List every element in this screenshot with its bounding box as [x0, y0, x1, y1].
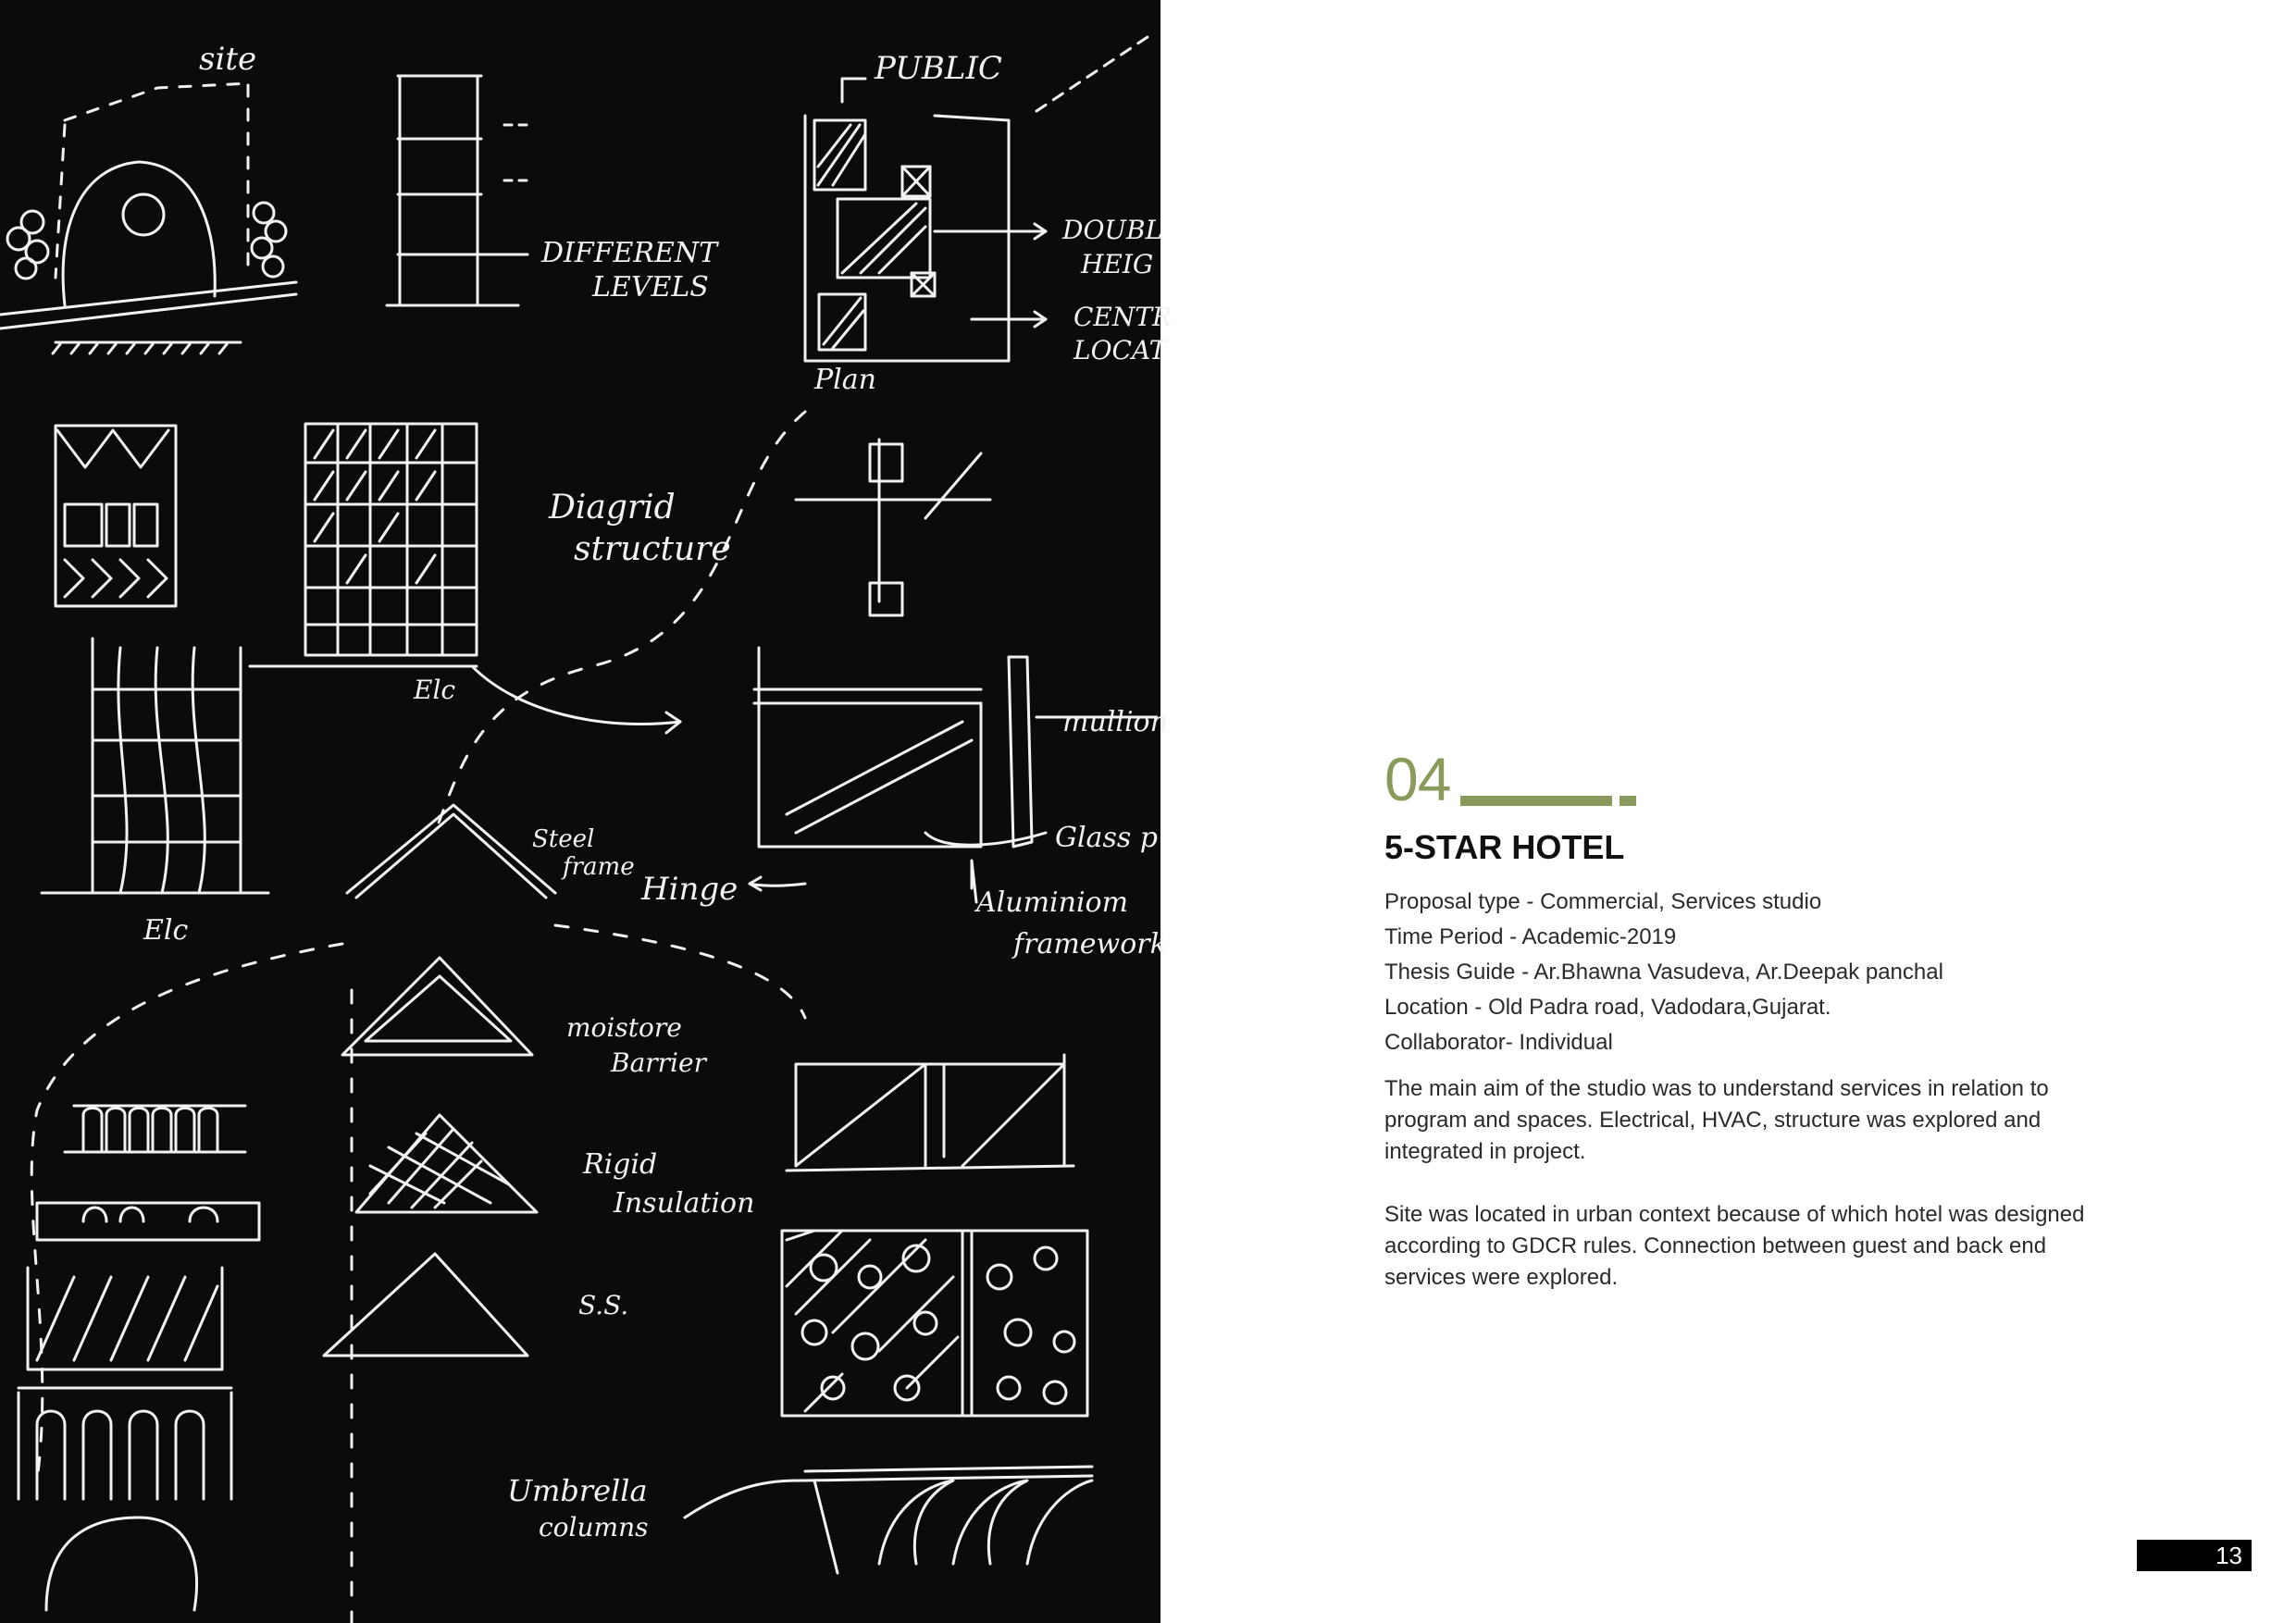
label-plan: Plan: [814, 364, 876, 396]
curtain-elevation: [42, 638, 268, 893]
label-different-levels-2: LEVELS: [592, 271, 709, 304]
label-elc-2: Elc: [143, 914, 189, 947]
mullion-detail: [754, 440, 1157, 847]
project-number-row: [1384, 745, 2097, 814]
label-mullion: mullion: [1062, 706, 1168, 738]
label-glass: Glass p: [1055, 822, 1158, 854]
umbrella-columns: [685, 1467, 1092, 1573]
label-aluminium-1: Aluminiom: [976, 886, 1129, 919]
label-moisture-2: Barrier: [611, 1047, 706, 1078]
truss-elevation: [787, 1055, 1074, 1171]
label-hinge: Hinge: [641, 871, 738, 908]
project-content: [1384, 745, 2097, 1294]
detail-time-period: Time Period - Academic-2019: [1384, 924, 1677, 949]
diagrid-grid: [250, 424, 477, 666]
label-centre-1: CENTR: [1074, 302, 1173, 332]
dashed-path: [31, 412, 805, 1623]
label-diagrid-2: structure: [574, 530, 731, 568]
page-number: 13: [2137, 1540, 2252, 1571]
description-paragraph-2: Site was located in urban context because of which hotel was designed according to GDCR rules. Connection between guest and back end services were explored.: [1384, 1202, 2085, 1290]
label-elc-1: Elc: [414, 675, 456, 705]
label-steel-frame-2: frame: [563, 853, 635, 881]
detail-collaborator: Collaborator- Individual: [1384, 1030, 1613, 1055]
accent-bar-short: [1620, 796, 1636, 806]
label-public: PUBLIC: [875, 50, 1002, 87]
label-aluminium-2: framework: [1013, 928, 1167, 960]
detail-thesis-guide: Thesis Guide - Ar.Bhawna Vasudeva, Ar.Deepak panchal: [1384, 960, 1943, 985]
gabion-panel: [782, 1231, 1087, 1416]
project-number: 04: [1384, 745, 1451, 813]
label-umbrella-1: Umbrella: [507, 1473, 648, 1508]
label-moisture-1: moistore: [566, 1012, 682, 1043]
project-title: 5-STAR HOTEL: [1384, 828, 1625, 866]
site-diagram: [0, 83, 296, 353]
levels-elevation: [387, 76, 527, 305]
wall-sections: [324, 805, 555, 1356]
label-steel-frame-1: Steel: [532, 825, 595, 853]
label-rigid-1: Rigid: [583, 1148, 658, 1181]
label-rigid-2: Insulation: [614, 1187, 755, 1220]
detail-location: Location - Old Padra road, Vadodara,Gujarat.: [1384, 995, 1831, 1020]
label-double-height-1: DOUBL: [1062, 215, 1163, 245]
label-different-levels-1: DIFFERENT: [541, 237, 718, 269]
label-site: site: [199, 41, 257, 78]
sketch-labels: [143, 41, 1172, 1542]
label-centre-2: LOCAT: [1074, 335, 1167, 365]
description-paragraph-1: The main aim of the studio was to understand services in relation to program and spaces. Electrical, HVAC, structure was explored and integrated in project.: [1384, 1076, 2049, 1164]
label-double-height-2: HEIG: [1081, 249, 1154, 279]
project-details: [1384, 885, 2097, 1060]
arcade-sketch: [19, 1106, 259, 1610]
label-diagrid-1: Diagrid: [549, 489, 676, 527]
facade-sketch: [56, 426, 176, 606]
label-ss: S.S.: [578, 1290, 629, 1320]
label-umbrella-2: columns: [539, 1512, 649, 1542]
accent-bar-long: [1460, 796, 1612, 806]
detail-proposal-type: Proposal type - Commercial, Services studio: [1384, 889, 1822, 914]
